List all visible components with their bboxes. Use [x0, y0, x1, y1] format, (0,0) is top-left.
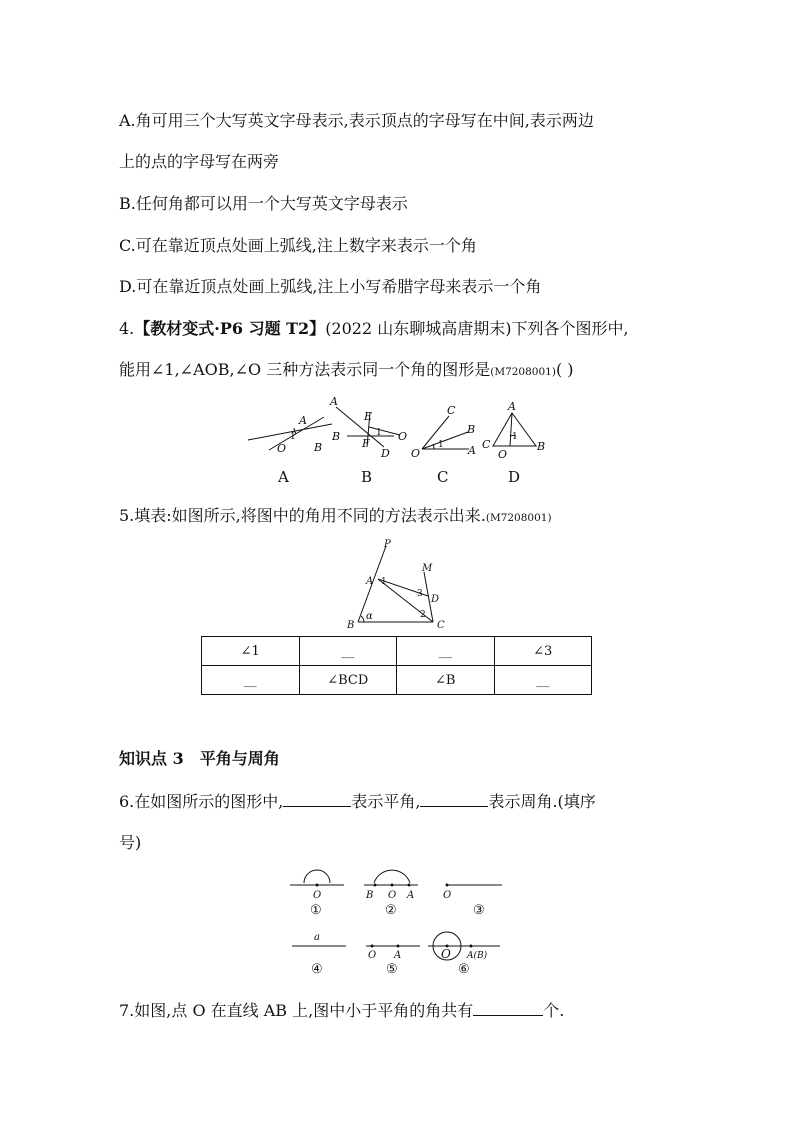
q6-blank-straight[interactable] [283, 792, 351, 807]
q5-label: 3 [417, 589, 423, 599]
q4-option-label: D [508, 468, 521, 486]
q6-fig4-label: a [314, 932, 320, 943]
q5-figure [340, 536, 455, 632]
q4-line2 [119, 357, 574, 380]
q4-figD-label: 1 [512, 432, 518, 442]
q4-figA-label: O [277, 442, 287, 455]
q4-figB-label: O [398, 430, 408, 443]
q6-fig-number: ③ [473, 903, 485, 918]
q6-fig1-arc [304, 870, 330, 883]
q4-code: (M7208001) [490, 366, 556, 378]
section-title: 知识点 3 平角与周角 [119, 749, 280, 768]
q6-blank-round[interactable] [420, 792, 488, 807]
option-a-line1: A.角可用三个大写英文字母表示,表示顶点的字母写在中间,表示两边 [119, 111, 594, 130]
q5-label: α [366, 611, 373, 622]
q4-figB-label: A [330, 395, 338, 408]
q4-figC-label: O [411, 447, 421, 460]
q6-fig5-point-o [371, 945, 374, 948]
q5-label: P [384, 539, 391, 550]
q6-fig-number: ① [310, 903, 322, 918]
q6-fig3-label: O [443, 890, 452, 901]
q4-option-label: A [278, 468, 289, 486]
q5-label: 2 [420, 610, 426, 620]
q6-fig2-point-b [374, 884, 377, 887]
q4-figD-label: O [498, 448, 508, 461]
q6-fig-number: ⑥ [458, 962, 470, 974]
table-cell-blank[interactable]: __ [202, 666, 300, 695]
q6-fig2-label: O [388, 890, 397, 901]
q4-figB-label: D [381, 447, 390, 460]
q4-figC-label: C [447, 404, 456, 417]
table-row [202, 637, 592, 666]
q7-text1: 7.如图,点 O 在直线 AB 上,图中小于平角的角共有 [119, 1001, 474, 1020]
table-cell: ∠3 [494, 637, 592, 666]
q4-figA-label: B [314, 441, 323, 454]
q6-text3: 表示周角.(填序 [488, 792, 596, 811]
q5-arc-b [361, 616, 364, 622]
q4-option-label: C [437, 468, 449, 486]
q5-label: D [431, 594, 440, 605]
q4-text2: 能用∠1,∠AOB,∠O 三种方法表示同一个角的图形是 [119, 360, 491, 379]
q4-figB-label: F [362, 437, 370, 450]
q4-figB-ray [369, 427, 400, 435]
table-cell-blank[interactable]: __ [494, 666, 592, 695]
q4-figD-label: B [537, 440, 546, 453]
q5-text: 5.填表:如图所示,将图中的角用不同的方法表示出来. [119, 506, 486, 525]
q6-figures [286, 862, 508, 974]
q4-source: (2022 山东聊城高唐期末) [325, 319, 512, 338]
q4-figC-label: B [467, 423, 476, 436]
q4-figB-label: E [364, 410, 373, 423]
q6-fig6-label: O [441, 947, 451, 961]
q5-label: M [422, 563, 433, 574]
q6-fig1-point-o [316, 884, 319, 887]
q6-fig5-point-a [397, 945, 400, 948]
q6-fig-number: ④ [311, 962, 323, 974]
q6-fig2-label: B [366, 890, 374, 901]
q6-fig2-label: A [407, 890, 415, 901]
q7-line [119, 998, 564, 1021]
option-c: C.可在靠近顶点处画上弧线,注上数字来表示一个角 [119, 236, 477, 255]
option-b: B.任何角都可以用一个大写英文字母表示 [119, 194, 408, 213]
q4-figD-label: A [508, 400, 516, 413]
q4-text1: 下列各个图形中, [511, 319, 629, 338]
q6-fig3-point-o [446, 884, 449, 887]
table-cell-blank[interactable]: __ [299, 637, 397, 666]
option-d: D.可在靠近顶点处画上弧线,注上小写希腊字母来表示一个角 [119, 277, 542, 296]
q6-fig5-label: O [368, 950, 377, 961]
q4-number: 4. [119, 319, 135, 338]
q4-answer-paren[interactable]: ( ) [555, 360, 574, 379]
q4-figB-label: B [332, 430, 341, 443]
q4-option-label: B [361, 468, 373, 486]
q4-figC-label: 1 [438, 440, 444, 450]
q5-line [119, 503, 552, 526]
q6-fig2-point-o [391, 884, 394, 887]
q6-fig6-label: A(B) [467, 951, 488, 961]
q5-label: C [437, 620, 445, 631]
q6-fig2-point-a [408, 884, 411, 887]
q4-tag: 【教材变式·P6 习题 T2】 [134, 319, 326, 338]
q7-blank[interactable] [473, 1001, 543, 1016]
q7-text2: 个. [543, 1001, 565, 1020]
q4-figC-label: A [468, 444, 476, 457]
q5-label: 1 [381, 577, 387, 587]
q4-figures [244, 392, 574, 487]
table-cell-blank[interactable]: __ [397, 637, 495, 666]
q6-line2: 号) [119, 833, 142, 852]
q4-figA-label: A [299, 414, 307, 427]
table-row [202, 666, 592, 695]
q4-figB-label: 1 [376, 428, 382, 438]
q6-line1 [119, 789, 596, 812]
q5-table [201, 636, 592, 695]
table-cell: ∠B [397, 666, 495, 695]
q6-fig-number: ⑤ [386, 962, 398, 974]
table-cell: ∠1 [202, 637, 300, 666]
q6-fig1-label: O [313, 890, 322, 901]
q6-text1: 6.在如图所示的图形中, [119, 792, 284, 811]
table-cell: ∠BCD [299, 666, 397, 695]
q5-label: A [366, 576, 374, 587]
q4-line1 [119, 316, 629, 339]
q6-text2: 表示平角, [351, 792, 421, 811]
q6-fig6-point-a [470, 945, 473, 948]
q4-figD-label: C [482, 438, 491, 451]
q6-fig5-label: A [394, 950, 402, 961]
q6-fig2-arc [374, 870, 410, 883]
q4-figA-label: 1 [290, 432, 296, 442]
q4-figB-line-ad [336, 407, 384, 447]
q6-fig-number: ② [385, 903, 397, 918]
q5-label: B [347, 620, 355, 631]
q5-code: (M7208001) [485, 512, 552, 524]
option-a-line2: 上的点的字母写在两旁 [119, 152, 280, 171]
